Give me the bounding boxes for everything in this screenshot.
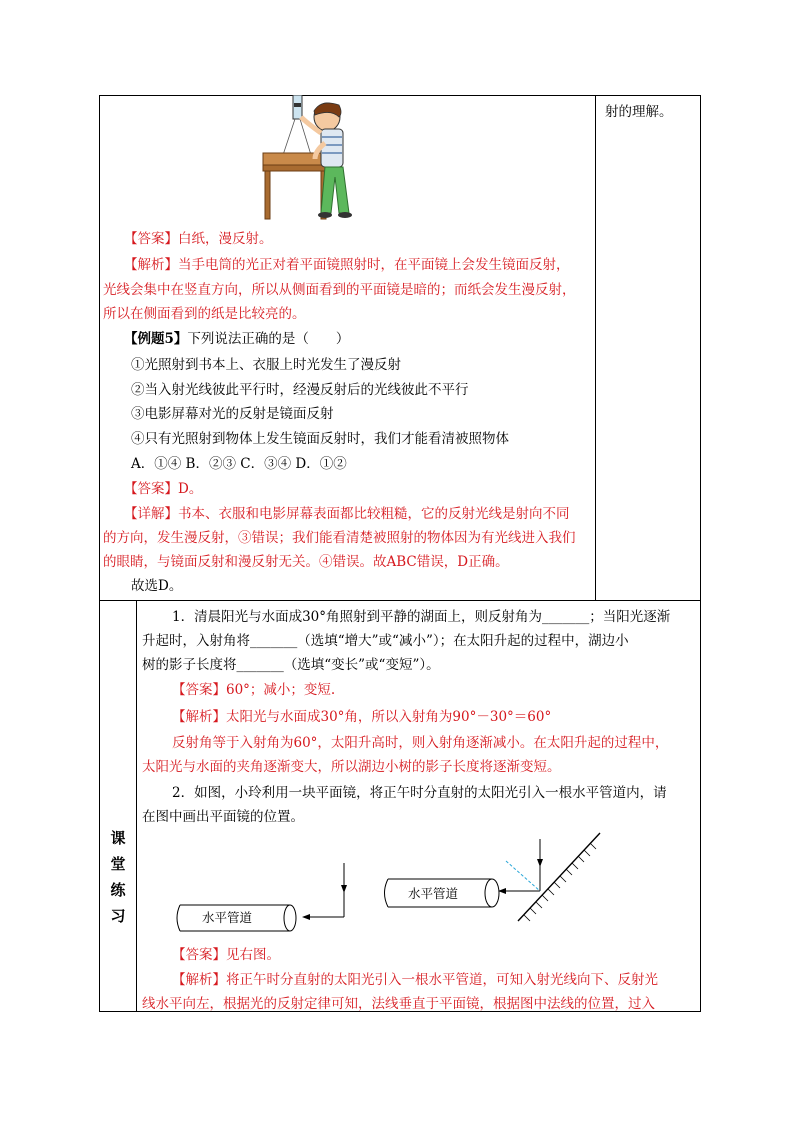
analysis-line-3: 所以在侧面看到的纸是比较亮的。 [103, 306, 306, 322]
q2-analysis-2: 线水平向左，根据光的反射定律可知，法线垂直于平面镜，根据图中法线的位置，过入 [142, 996, 655, 1012]
section-label-char-4: 习 [110, 907, 126, 925]
analysis-text-1: 当手电筒的光正对着平面镜照射时，在平面镜上会发生镜面反射， [178, 257, 570, 273]
q1-analysis-3: 太阳光与水面的夹角逐渐变大，所以湖边小树的影子长度将逐渐变短。 [142, 759, 561, 775]
q1-line-1: 1．清晨阳光与水面成30°角照射到平静的湖面上，则反射角为_______；当阳光逐渐 [172, 609, 671, 625]
option-3: ③电影屏幕对光的反射是镜面反射 [131, 406, 334, 422]
q2-analysis-tag: 【解析】 [172, 972, 226, 988]
answer2-text: D。 [178, 481, 203, 497]
example-text: 下列说法正确的是（ ） [187, 331, 350, 347]
answer2-line [124, 480, 202, 498]
choices: A．①④ B．②③ C．③④ D．①② [131, 456, 347, 472]
conclusion: 故选D。 [131, 578, 183, 594]
section-label-char-1: 课 [110, 829, 126, 847]
q1-analysis-2: 反射角等于入射角为60°，太阳升高时，则入射角逐渐减小。在太阳升起的过程中， [172, 735, 669, 751]
detail-line-2: 的方向，发生漫反射，③错误；我们能看清楚被照射的物体因为有光线进入我们 [103, 530, 576, 546]
detail-tag: 【详解】 [124, 506, 178, 522]
q2-answer-tag: 【答案】 [172, 947, 226, 963]
q2-answer-text: 见右图。 [226, 947, 280, 963]
pipe-label-right: 水平管道 [408, 886, 459, 901]
q2-line-1: 2．如图，小玲利用一块平面镜，将正午时分直射的太阳光引入一根水平管道内，请 [172, 785, 667, 801]
pipe-diagram-left [172, 855, 352, 945]
q1-analysis-1 [172, 708, 551, 726]
pipe-label-left: 水平管道 [202, 910, 253, 925]
answer-tag: 【答案】 [124, 231, 178, 247]
q2-answer [172, 946, 280, 964]
answer-text: 白纸，漫反射。 [178, 231, 273, 247]
option-2: ②当入射光线彼此平行时，经漫反射后的光线彼此不平行 [131, 382, 469, 398]
detail-line-3: 的眼睛，与镜面反射和漫反射无关。④错误。故ABC错误，D正确。 [103, 554, 509, 570]
q1-analysis-tag: 【解析】 [172, 709, 226, 725]
option-1: ①光照射到书本上、衣服上时光发生了漫反射 [131, 357, 401, 373]
flashlight-boy-illustration [255, 95, 385, 225]
q2-analysis-1 [172, 971, 658, 989]
q2-analysis-text-1: 将正午时分直射的太阳光引入一根水平管道，可知入射光线向下、反射光 [226, 972, 658, 988]
q1-analysis-text-1: 太阳光与水面成30°角，所以入射角为90°－30°＝60° [226, 709, 552, 725]
q1-line-3: 树的影子长度将_______（选填“变长”或“变短”）。 [142, 657, 440, 673]
analysis-line-2: 光线会集中在竖直方向，所以从侧面看到的平面镜是暗的；而纸会发生漫反射， [103, 282, 576, 298]
section-label-char-2: 堂 [110, 855, 126, 873]
pipe-diagram-right [378, 825, 608, 935]
q1-answer [172, 681, 335, 699]
example-question [124, 330, 349, 348]
answer2-tag: 【答案】 [124, 481, 178, 497]
q2-line-2: 在图中画出平面镜的位置。 [142, 809, 304, 825]
example-tag: 【例题5】 [124, 331, 188, 347]
option-4: ④只有光照射到物体上发生镜面反射时，我们才能看清被照物体 [131, 431, 509, 447]
q1-answer-tag: 【答案】 [172, 682, 226, 698]
q1-line-2: 升起时，入射角将_______（选填“增大”或“减小”）；在太阳升起的过程中，湖边小 [142, 633, 629, 649]
section-label-char-3: 练 [110, 881, 126, 899]
detail-text-1: 书本、衣服和电影屏幕表面都比较粗糙，它的反射光线是射向不同 [178, 506, 570, 522]
side-note: 射的理解。 [605, 104, 673, 120]
q1-answer-text: 60°；减小；变短. [226, 682, 336, 698]
detail-line-1 [124, 505, 570, 523]
analysis-tag: 【解析】 [124, 257, 178, 273]
analysis-line-1 [124, 256, 570, 274]
answer-line [124, 230, 273, 248]
